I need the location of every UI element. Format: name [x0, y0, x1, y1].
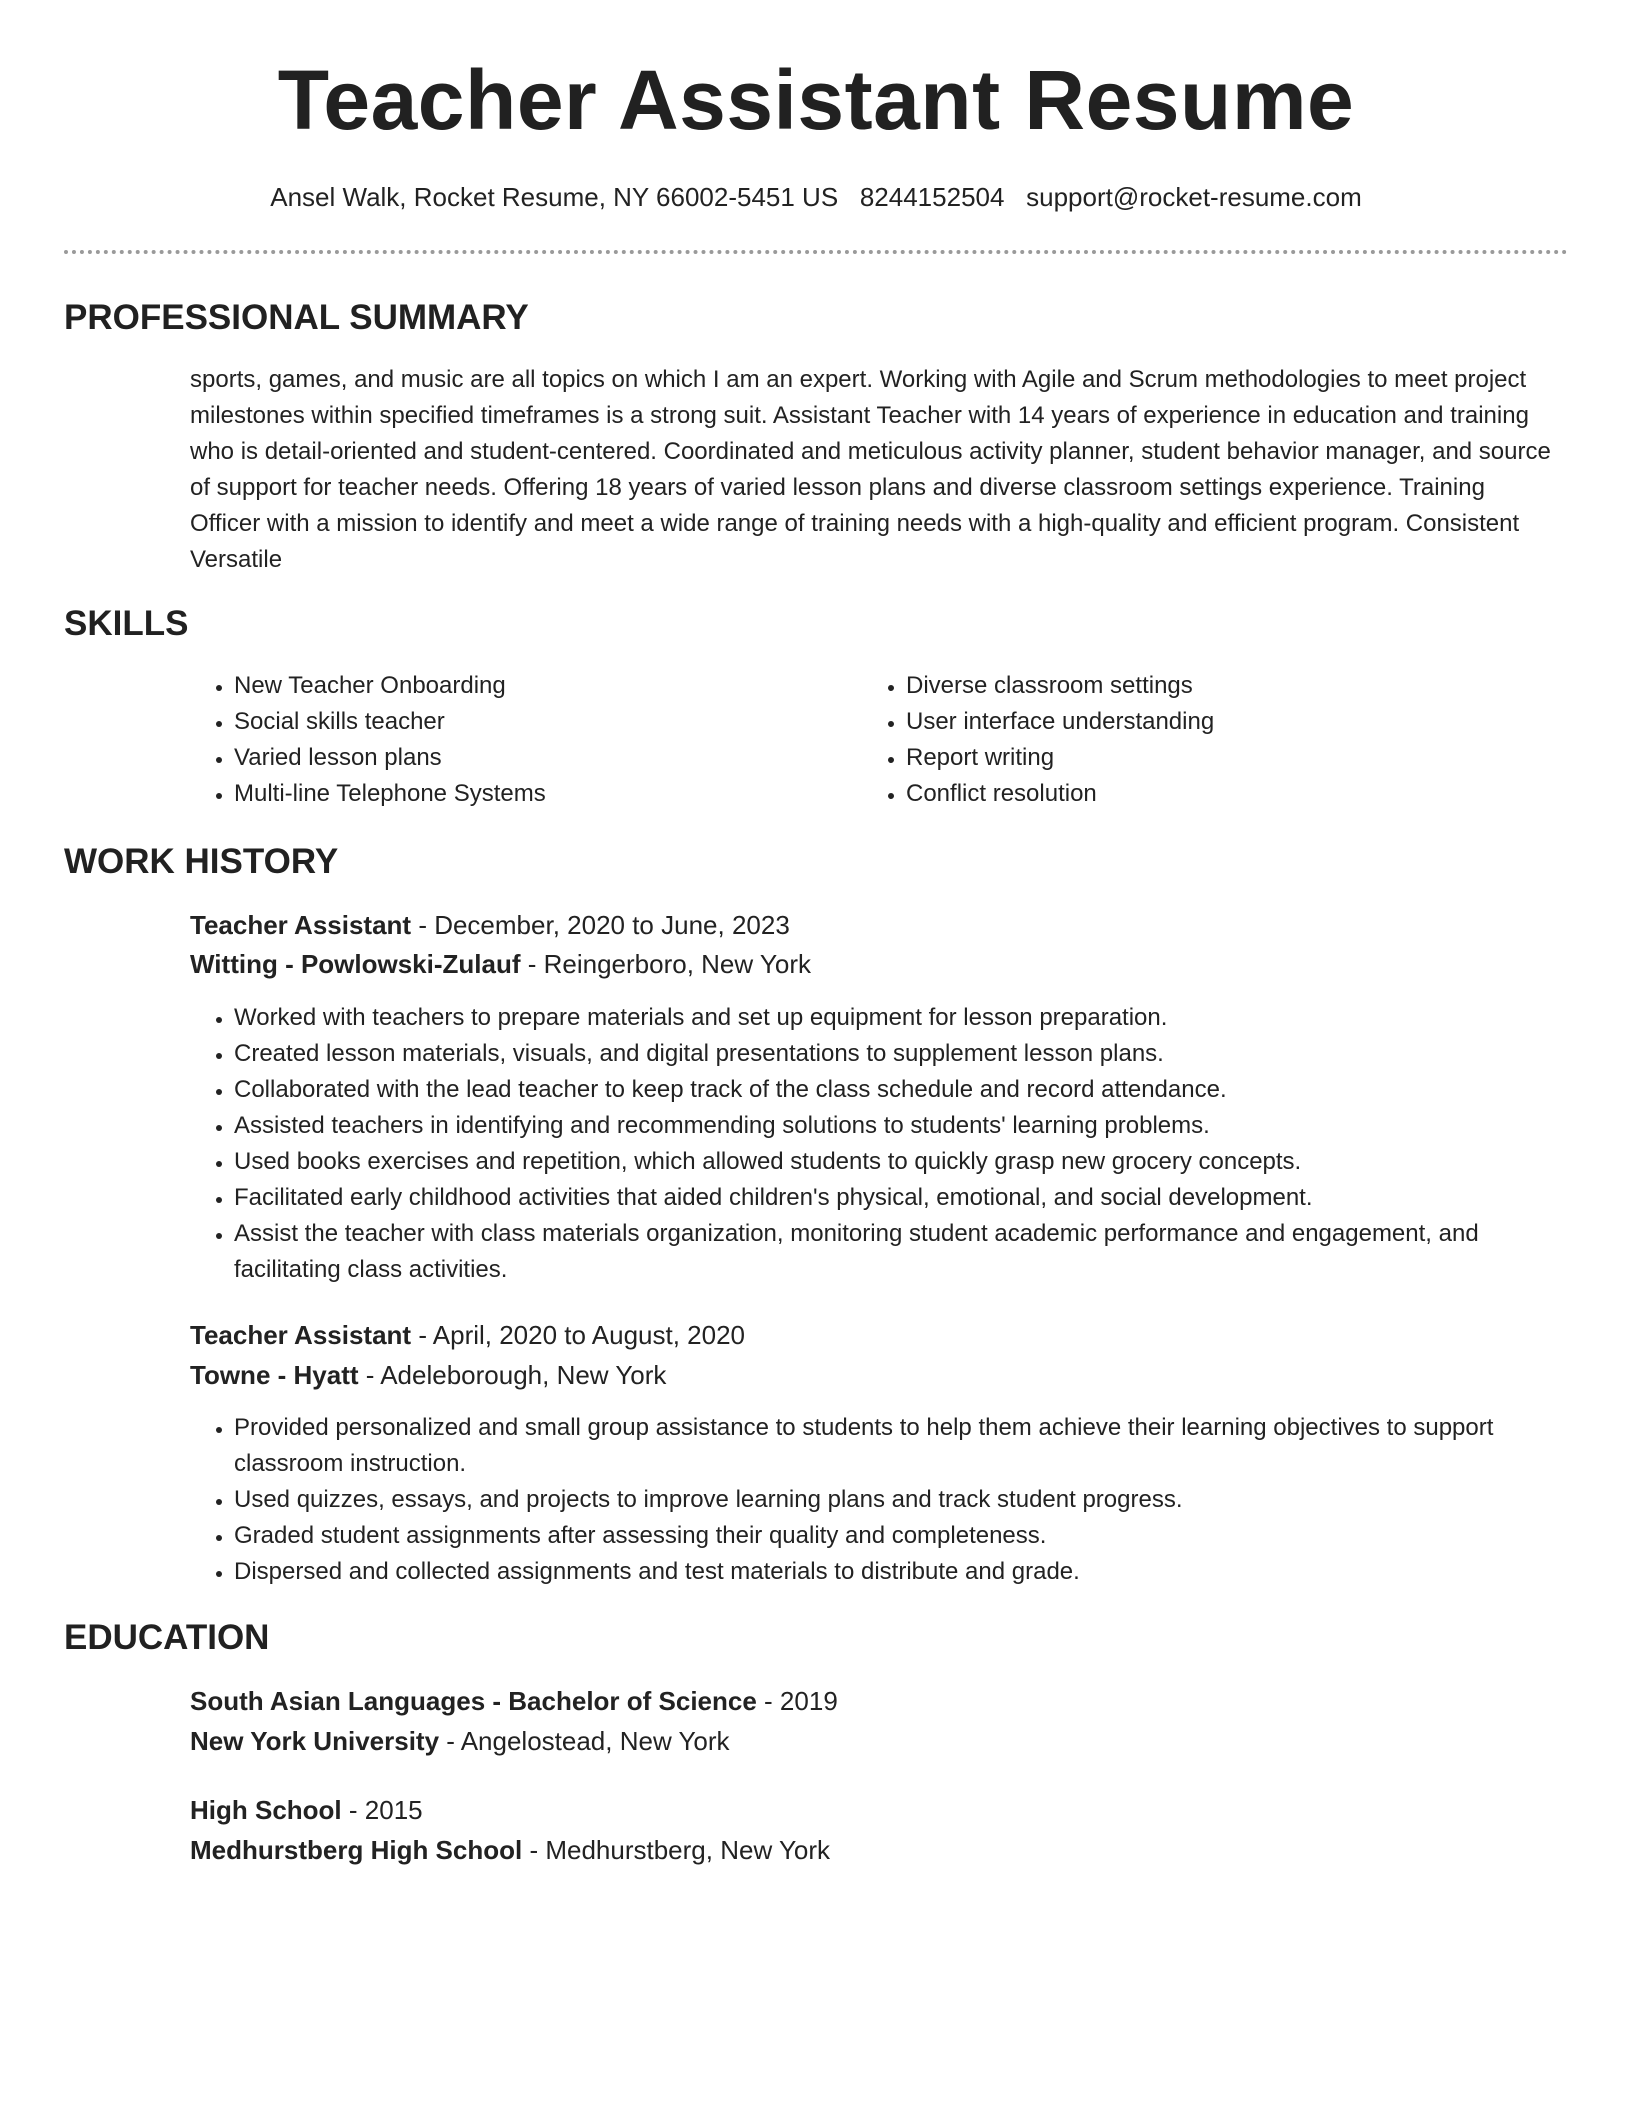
job-title: Teacher Assistant: [190, 1320, 412, 1350]
job-bullet: • Worked with teachers to prepare materials and set up equipment for lesson preparation.: [234, 1000, 1565, 1036]
job-location: - Reingerboro, New York: [520, 949, 811, 979]
education-school: New York University: [190, 1726, 440, 1756]
job-bullet: • Used quizzes, essays, and projects to improve learning plans and track student progress.: [234, 1482, 1565, 1518]
contact-email: support@rocket-resume.com: [1026, 182, 1362, 212]
job-location: - Adeleborough, New York: [358, 1360, 667, 1390]
skill-item: • Conflict resolution: [906, 776, 1502, 812]
education-heading: EDUCATION: [64, 1618, 270, 1657]
contact-line: [0, 182, 1632, 213]
skill-item: • Varied lesson plans: [234, 740, 830, 776]
job-bullet: • Assisted teachers in identifying and recommending solutions to students' learning problems.: [234, 1108, 1565, 1144]
skill-item: • New Teacher Onboarding: [234, 668, 830, 704]
job-bullet: • Collaborated with the lead teacher to keep track of the class schedule and record attendance.: [234, 1072, 1565, 1108]
job-1-company-line: [190, 949, 811, 980]
contact-address: Ansel Walk, Rocket Resume, NY 66002-5451 US: [270, 182, 839, 212]
job-dates: - April, 2020 to August, 2020: [411, 1320, 745, 1350]
resume-title: Teacher Assistant Resume: [277, 53, 1355, 147]
job-bullet: • Graded student assignments after assessing their quality and completeness.: [234, 1518, 1565, 1554]
job-dates: - December, 2020 to June, 2023: [411, 910, 790, 940]
summary-text: sports, games, and music are all topics on which I am an expert. Working with Agile and Scrum methodologies to meet project milestones within specified timeframes is a strong suit. Assistant Teacher with 14 years of experience in education and training who is detail-oriented and student-centered. Coordinated and meticulous activity planner, student behavior manager, and source of support for teacher needs. Offering 18 years of varied lesson plans and diverse classroom settings experience. Training Officer with a mission to identify and meet a wide range of training needs with a high-quality and efficient program. Consistent Versatile: [190, 366, 1551, 573]
job-2-bullets: [190, 1410, 1565, 1590]
work-heading: WORK HISTORY: [64, 842, 339, 881]
skills-column-left: [190, 668, 830, 812]
job-2-company-line: [190, 1360, 666, 1391]
education-degree: High School: [190, 1795, 342, 1825]
job-bullet: • Facilitated early childhood activities that aided children's physical, emotional, and social development.: [234, 1180, 1565, 1216]
job-1-title-line: [190, 910, 790, 941]
job-bullet: • Used books exercises and repetition, which allowed students to quickly grasp new grocery concepts.: [234, 1144, 1565, 1180]
header-divider: [64, 250, 1568, 254]
job-1-bullets: [190, 1000, 1565, 1288]
skill-item: • Diverse classroom settings: [906, 668, 1502, 704]
summary-heading: PROFESSIONAL SUMMARY: [64, 298, 529, 337]
job-2-title-line: [190, 1320, 745, 1351]
education-2-school-line: [190, 1835, 830, 1866]
job-company: Towne - Hyatt: [190, 1360, 359, 1390]
education-location: - Medhurstberg, New York: [522, 1835, 831, 1865]
education-degree: South Asian Languages - Bachelor of Science: [190, 1686, 757, 1716]
skills-column-right: [862, 668, 1502, 812]
education-school: Medhurstberg High School: [190, 1835, 523, 1865]
contact-phone: 8244152504: [859, 182, 1005, 212]
education-location: - Angelostead, New York: [439, 1726, 730, 1756]
skill-item: • Social skills teacher: [234, 704, 830, 740]
job-bullet: • Provided personalized and small group assistance to students to help them achieve their learning objectives to support classroom instruction.: [234, 1410, 1565, 1482]
job-title: Teacher Assistant: [190, 910, 412, 940]
job-bullet: • Dispersed and collected assignments and test materials to distribute and grade.: [234, 1554, 1565, 1590]
skill-item: • User interface understanding: [906, 704, 1502, 740]
job-company: Witting - Powlowski-Zulauf: [190, 949, 521, 979]
job-bullet: • Assist the teacher with class materials organization, monitoring student academic performance and engagement, and facilitating class activities.: [234, 1216, 1565, 1288]
skills-heading: SKILLS: [64, 604, 189, 643]
education-1-school-line: [190, 1726, 730, 1757]
education-year: - 2015: [341, 1795, 423, 1825]
skill-item: • Report writing: [906, 740, 1502, 776]
education-2-degree-line: [190, 1795, 423, 1826]
skill-item: • Multi-line Telephone Systems: [234, 776, 830, 812]
education-1-degree-line: [190, 1686, 838, 1717]
job-bullet: • Created lesson materials, visuals, and digital presentations to supplement lesson plans.: [234, 1036, 1565, 1072]
education-year: - 2019: [756, 1686, 838, 1716]
